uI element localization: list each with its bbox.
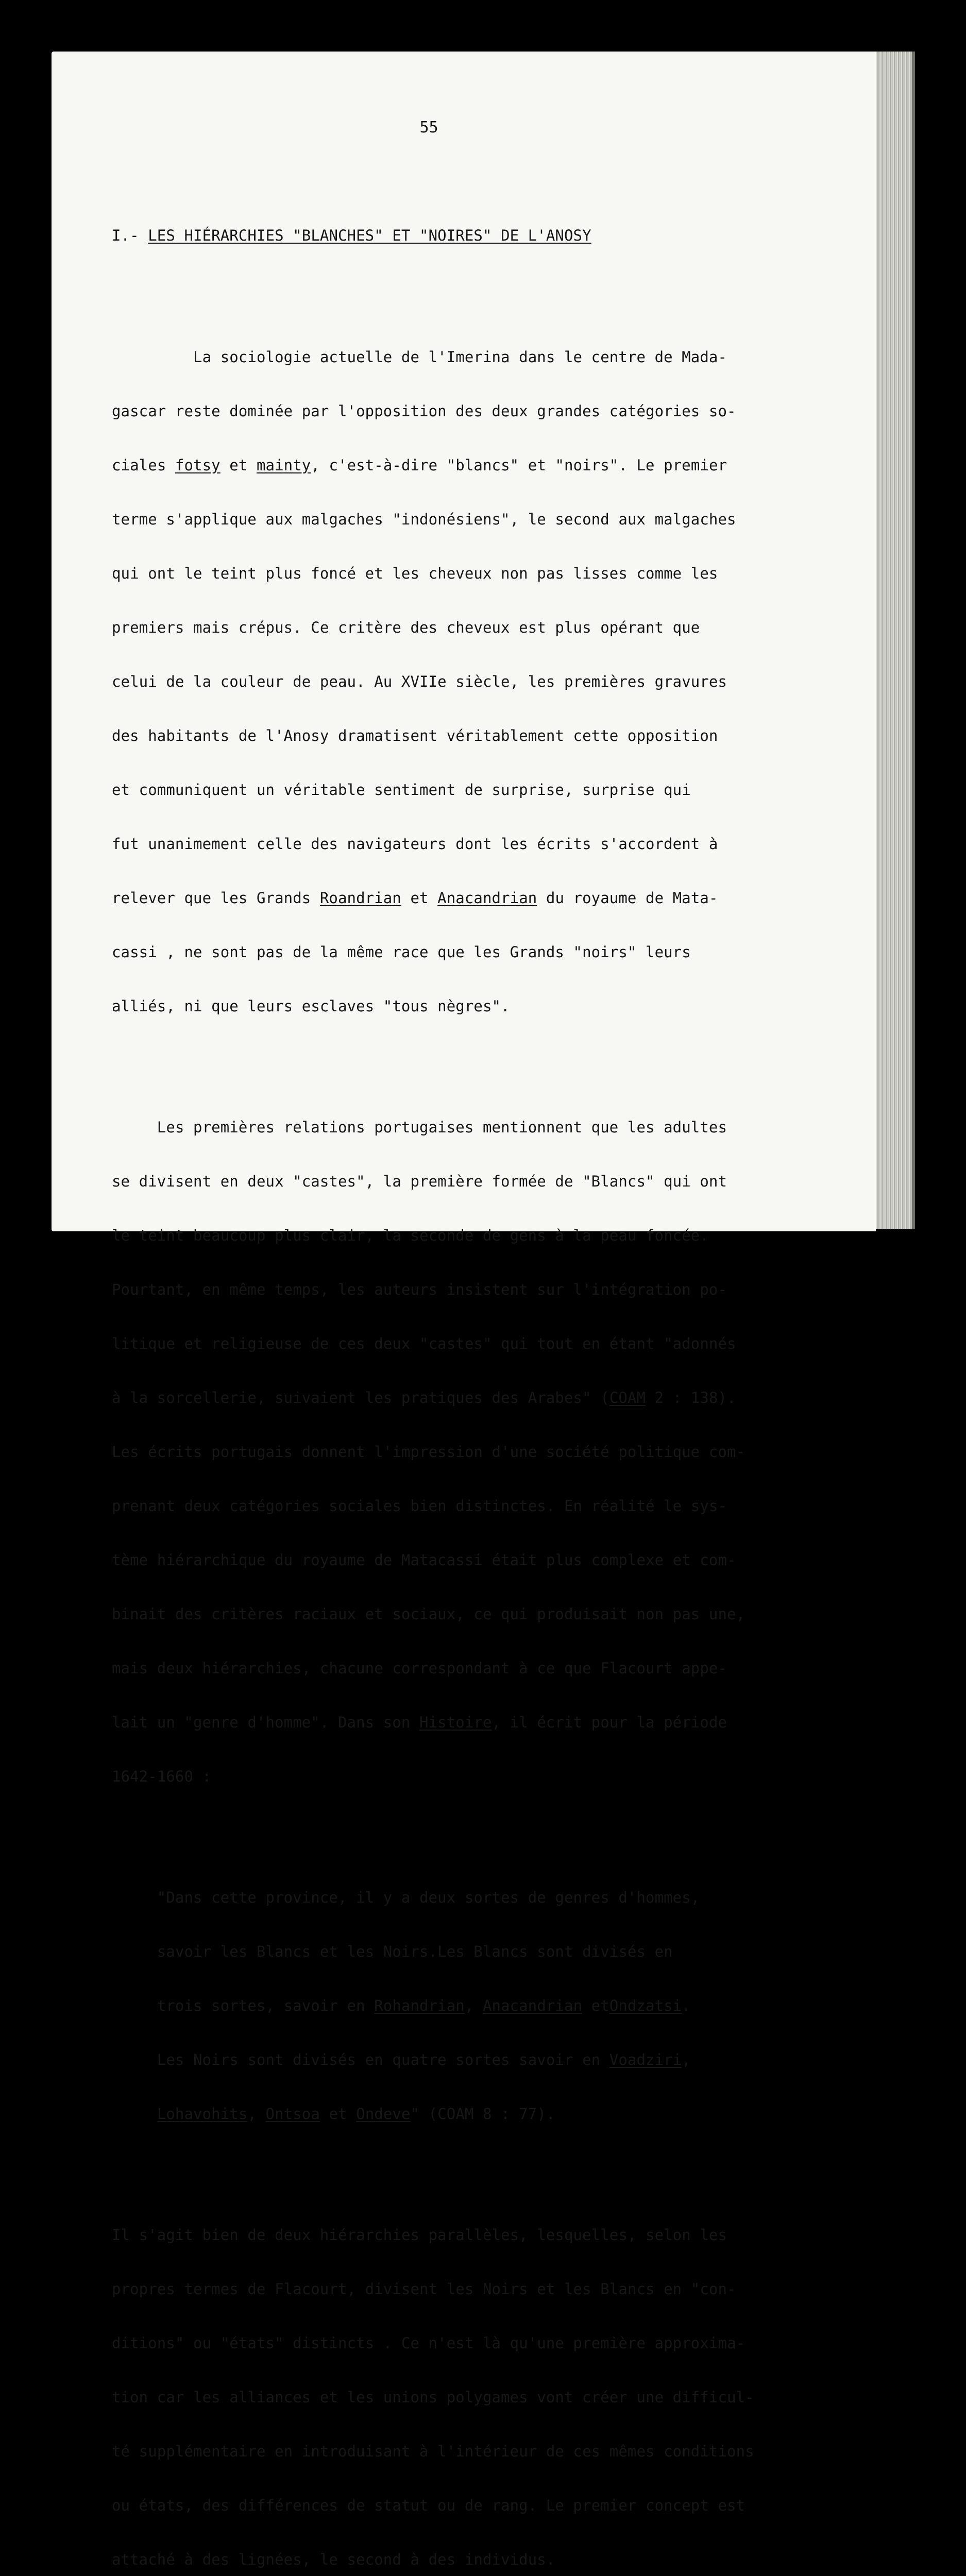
paragraph-1-line: cassi , ne sont pas de la même race que les Grands "noirs" leurs xyxy=(112,943,691,961)
paragraph-1-line: celui de la couleur de peau. Au XVIIe siècle, les premières gravures xyxy=(112,673,727,690)
term-lohavohits: Lohavohits xyxy=(157,2105,248,2123)
paragraph-1-line: La sociologie actuelle de l'Imerina dans le centre de Mada- xyxy=(112,348,727,366)
paragraph-1-line: ciales fotsy et mainty, c'est-à-dire "blancs" et "noirs". Le premier xyxy=(112,456,727,474)
term-anacandrian: Anacandrian xyxy=(482,1997,583,2014)
paragraph-3-line: ou états, des différences de statut ou de rang. Le premier concept est xyxy=(112,2497,745,2514)
paragraph-2-line: binait des critères raciaux et sociaux, ce qui produisait non pas une, xyxy=(112,1605,745,1623)
term-mainty: mainty xyxy=(256,456,311,474)
quote-line: Lohavohits, Ontsoa et Ondeve" (COAM 8 : 77). xyxy=(157,2105,555,2123)
paragraph-1-line: et communiquent un véritable sentiment de surprise, surprise qui xyxy=(112,781,691,799)
paragraph-3-line: propres termes de Flacourt, divisent les Noirs et les Blancs en "con- xyxy=(112,2280,736,2298)
term-ondzatsi: Ondzatsi xyxy=(609,1997,682,2014)
quote-line: savoir les Blancs et les Noirs.Les Blancs sont divisés en xyxy=(112,1943,673,1960)
paragraph-1-line: qui ont le teint plus foncé et les cheveux non pas lisses comme les xyxy=(112,565,718,582)
page-number: 55 xyxy=(419,118,438,137)
quote-line: trois sortes, savoir en Rohandrian, Anacandrian etOndzatsi. xyxy=(112,1997,691,2014)
paragraph-3-line: té supplémentaire en introduisant à l'intérieur de ces mêmes conditions xyxy=(112,2443,754,2460)
paragraph-3-line: tion car les alliances et les unions polygames vont créer une difficul- xyxy=(112,2388,754,2406)
quote-line: Les Noirs sont divisés en quatre sortes savoir en Voadziri, xyxy=(112,2051,691,2069)
paragraph-2-line: mais deux hiérarchies, chacune correspondant à ce que Flacourt appe- xyxy=(112,1659,727,1677)
paragraph-2-line: à la sorcellerie, suivaient les pratiques des Arabes" (COAM 2 : 138). xyxy=(112,1389,736,1406)
paragraph-2-line: prenant deux catégories sociales bien distinctes. En réalité le sys- xyxy=(112,1497,727,1515)
paragraph-2-line: se divisent en deux "castes", la première formée de "Blancs" qui ont xyxy=(112,1173,727,1190)
citation-coam: COAM xyxy=(609,1389,646,1406)
term-rohandrian: Rohandrian xyxy=(374,1997,465,2014)
paragraph-2-line: Les premières relations portugaises mentionnent que les adultes xyxy=(112,1118,727,1136)
term-anacandrian: Anacandrian xyxy=(437,889,537,907)
term-ondeve: Ondeve xyxy=(356,2105,411,2123)
paragraph-2-line: litique et religieuse de ces deux "castes" qui tout en étant "adonnés xyxy=(112,1335,736,1352)
section-heading-title: LES HIÉRARCHIES "BLANCHES" ET "NOIRES" DE L'ANOSY xyxy=(148,227,591,244)
paragraph-2-line: 1642-1660 : xyxy=(112,1768,212,1785)
paragraph-3-line: attaché à des lignées, le second à des individus. xyxy=(112,2551,555,2568)
page-body xyxy=(112,191,754,2576)
title-histoire: Histoire xyxy=(419,1714,492,1731)
paragraph-1-line: des habitants de l'Anosy dramatisent véritablement cette opposition xyxy=(112,727,718,744)
quote-line: "Dans cette province, il y a deux sortes de genres d'hommes, xyxy=(112,1889,700,1906)
section-heading: I.- LES HIÉRARCHIES "BLANCHES" ET "NOIRES" DE L'ANOSY xyxy=(112,227,591,244)
page-edges xyxy=(871,52,915,1229)
term-roandrian: Roandrian xyxy=(319,889,401,907)
book-page xyxy=(52,52,876,2568)
paragraph-1-line: premiers mais crépus. Ce critère des cheveux est plus opérant que xyxy=(112,619,700,636)
term-fotsy: fotsy xyxy=(175,456,221,474)
paragraph-3-line: ditions" ou "états" distincts . Ce n'est là qu'une première approxima- xyxy=(112,2334,745,2352)
paragraph-1-line: terme s'applique aux malgaches "indonésiens", le second aux malgaches xyxy=(112,511,736,528)
term-ontsoa: Ontsoa xyxy=(265,2105,320,2123)
paragraph-2-line: le teint beaucoup plus clair, la seconde de gens à la peau foncée. xyxy=(112,1227,709,1244)
paragraph-3-line: Il s'agit bien de deux hiérarchies parallèles, lesquelles, selon les xyxy=(112,2226,727,2244)
term-voadziri: Voadziri xyxy=(609,2051,682,2069)
paragraph-1-line: alliés, ni que leurs esclaves "tous nègres". xyxy=(112,997,510,1015)
paragraph-1-line: relever que les Grands Roandrian et Anacandrian du royaume de Mata- xyxy=(112,889,718,907)
paragraph-2-line: Pourtant, en même temps, les auteurs insistent sur l'intégration po- xyxy=(112,1281,727,1298)
paragraph-2-line: tème hiérarchique du royaume de Matacassi était plus complexe et com- xyxy=(112,1551,736,1569)
paragraph-2-line: lait un "genre d'homme". Dans son Histoire, il écrit pour la période xyxy=(112,1714,727,1731)
paragraph-1-line: fut unanimement celle des navigateurs dont les écrits s'accordent à xyxy=(112,835,718,853)
paragraph-2-line: Les écrits portugais donnent l'impression d'une société politique com- xyxy=(112,1443,745,1461)
paragraph-1-line: gascar reste dominée par l'opposition des deux grandes catégories so- xyxy=(112,402,736,420)
